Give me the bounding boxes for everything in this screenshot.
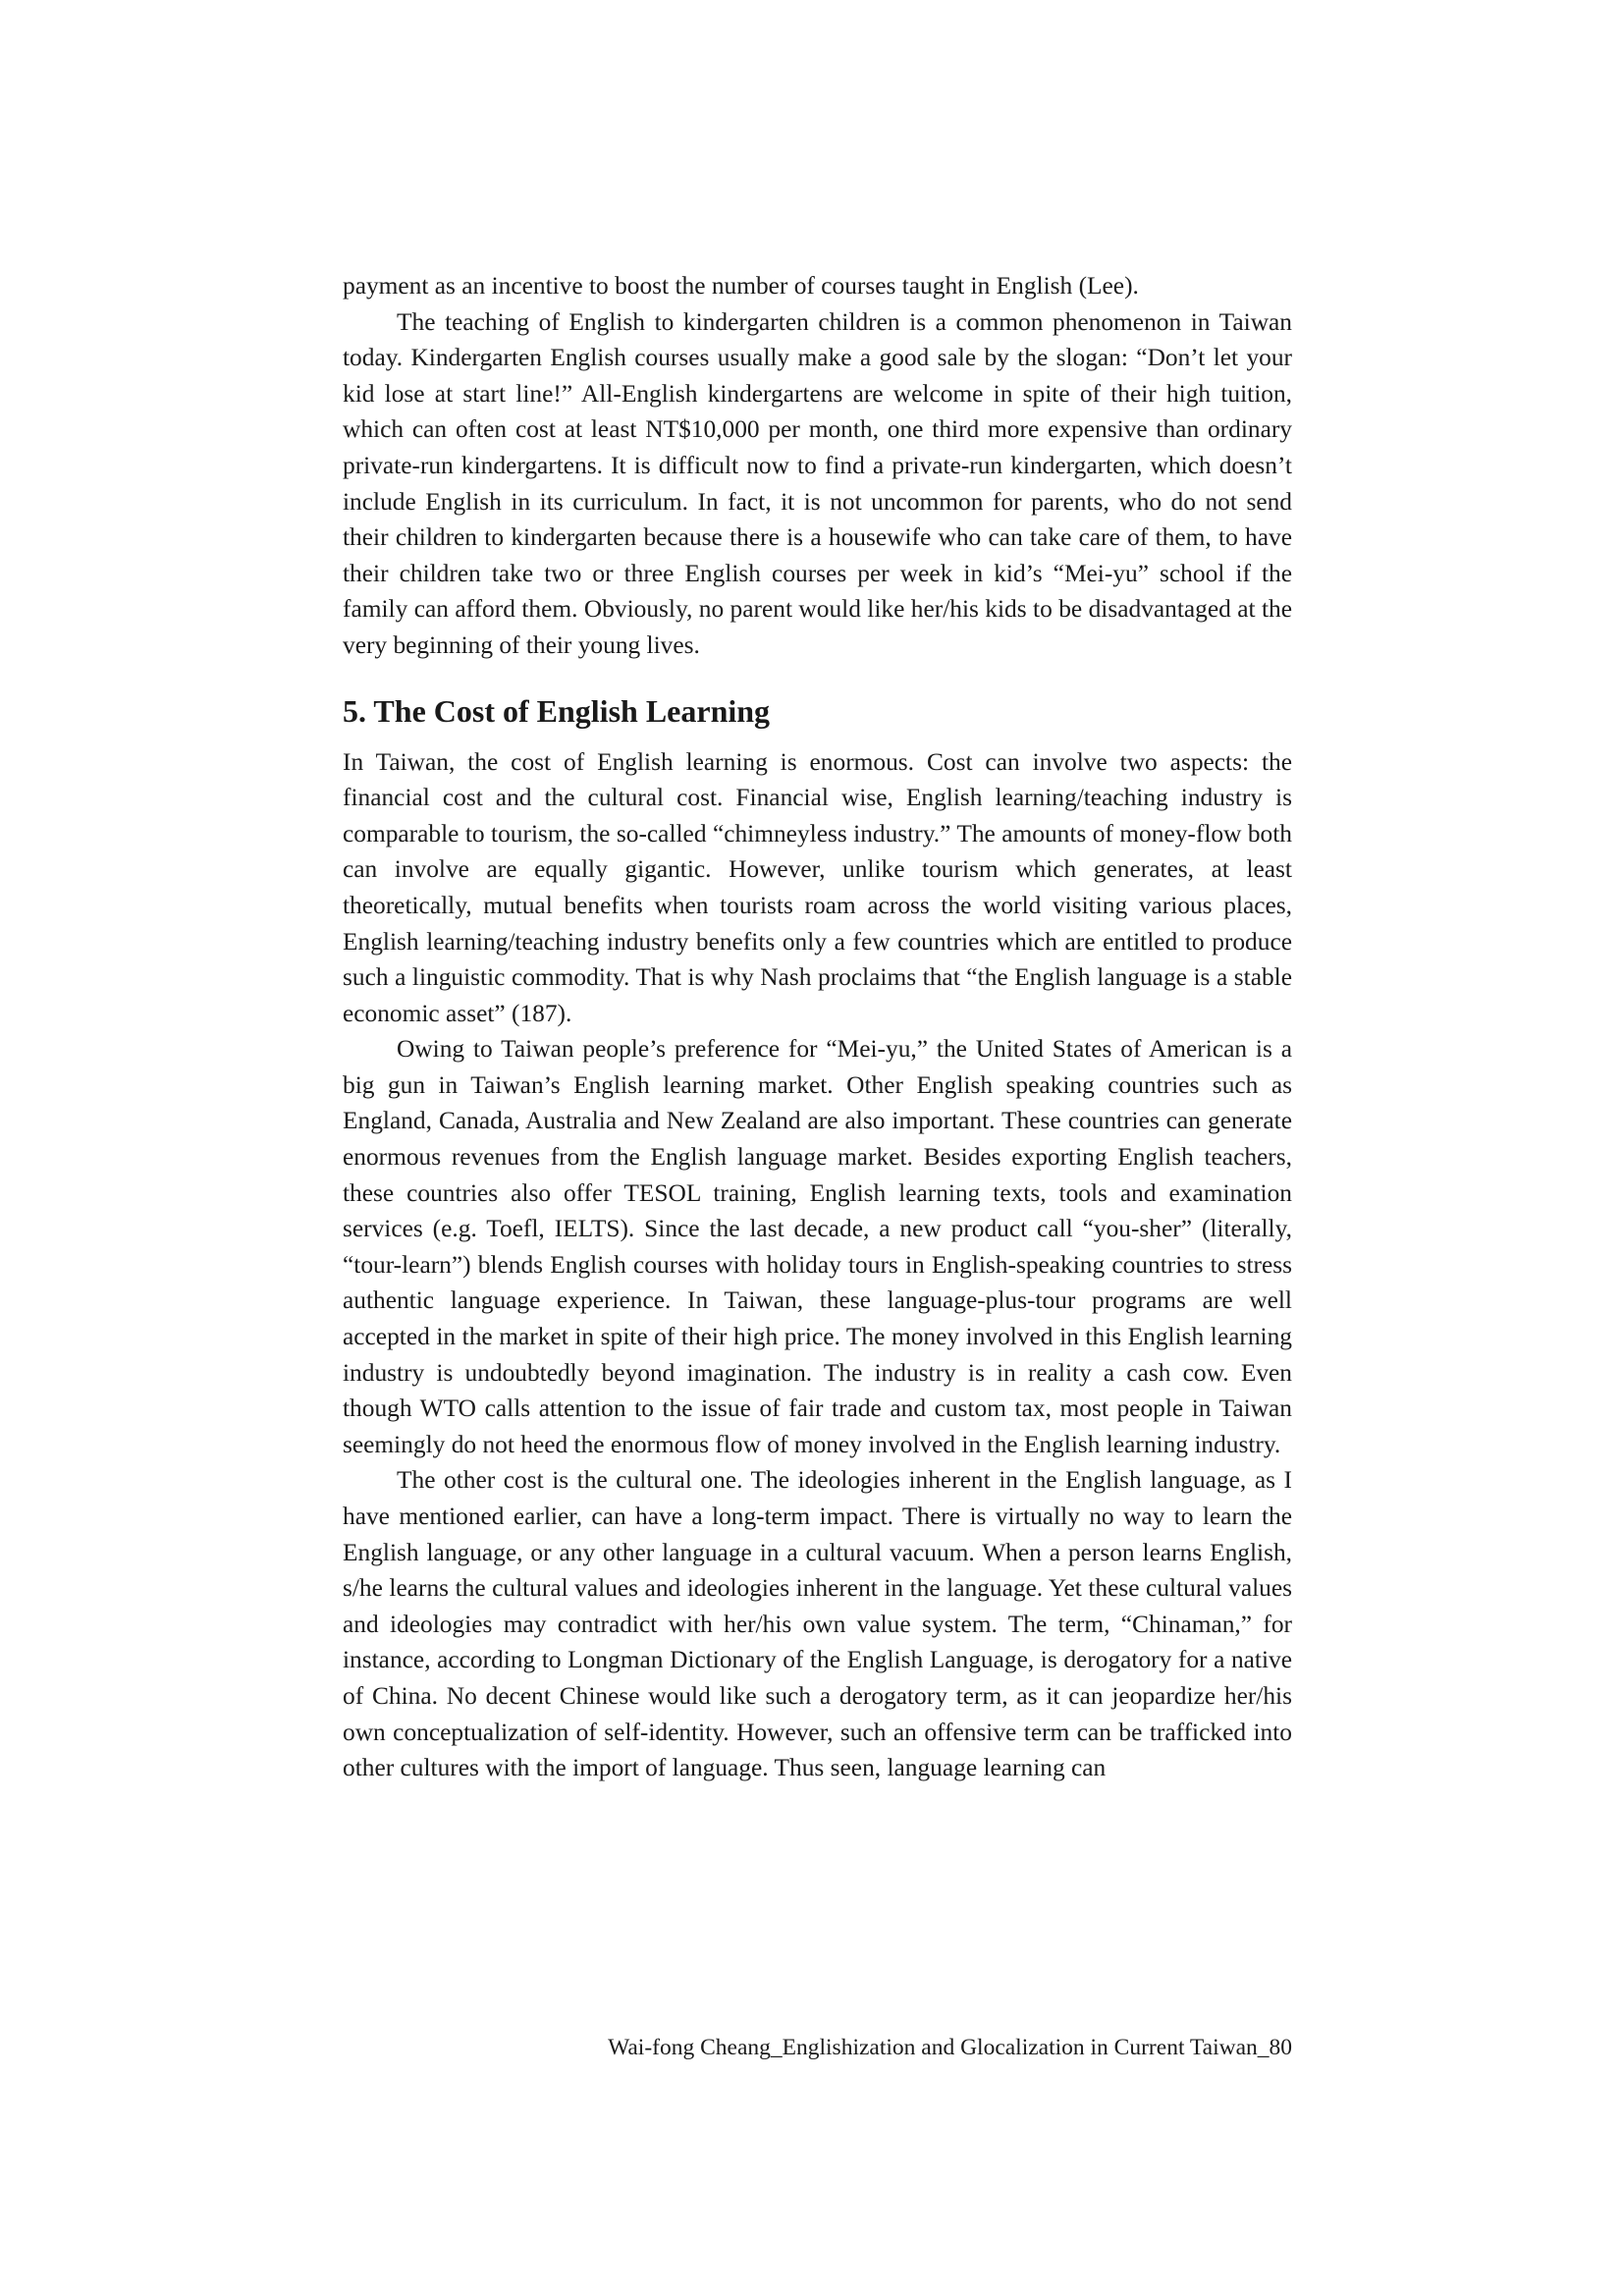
- section-heading: 5. The Cost of English Learning: [343, 692, 771, 729]
- page-footer: Wai-fong Cheang_Englishization and Glocalization in Current Taiwan_80: [608, 2035, 1292, 2060]
- paragraph-cost-intro: In Taiwan, the cost of English learning is enormous. Cost can involve two aspects: the financial cost and the cultural cost. Financial wise, English learning/teaching industry is comparable to tourism, the so-called “chimneyless industry.” The amounts of money-flow both can involve are equally gigantic. However, unlike tourism which generates, at least theoretically, mutual benefits when tourists roam across the world visiting various places, English learning/teaching industry benefits only a few countries which are entitled to produce such a linguistic commodity. That is why Nash proclaims that “the English language is a stable economic asset” (187).: [343, 747, 1292, 1027]
- paragraph-continuation: payment as an incentive to boost the number of courses taught in English (Lee).: [343, 272, 1139, 300]
- paragraph-cultural-cost: The other cost is the cultural one. The ideologies inherent in the English language, as I have mentioned earlier, can have a long-term impact. There is virtually no way to learn the English language, or any other language in a cultural vacuum. When a person learns English, s/he learns the cultural values and ideologies inherent in the language. Yet these cultural values and ideologies may contradict with her/his own value system. The term, “Chinaman,” for instance, according to Longman Dictionary of the English Language, is derogatory for a native of China. No decent Chinese would like such a derogatory term, as it can jeopardize her/his own conceptualization of self-identity. However, such an offensive term can be trafficked into other cultures with the import of language. Thus seen, language learning can: [343, 1466, 1292, 1782]
- paragraph-mei-yu-market: Owing to Taiwan people’s preference for “Mei-yu,” the United States of American is a big gun in Taiwan’s English learning market. Other English speaking countries such as England, Canada, Australia and New Zealand are also important. These countries can generate enormous revenues from the English language market. Besides exporting English teachers, these countries also offer TESOL training, English learning texts, tools and examination services (e.g. Toefl, IELTS). Since the last decade, a new product call “you-sher” (literally, “tour-learn”) blends English courses with holiday tours in English-speaking countries to stress authentic language experience. In Taiwan, these language-plus-tour programs are well accepted in the market in spite of their high price. The money involved in this English learning industry is undoubtedly beyond imagination. The industry is in reality a cash cow. Even though WTO calls attention to the issue of fair trade and custom tax, most people in Taiwan seemingly do not heed the enormous flow of money involved in the English learning industry.: [343, 1035, 1292, 1458]
- body-text: [343, 268, 1292, 1786]
- paragraph-kindergarten: The teaching of English to kindergarten children is a common phenomenon in Taiwan today. Kindergarten English courses usually make a good sale by the slogan: “Don’t let your kid lose at start line!” All-English kindergartens are welcome in spite of their high tuition, which can often cost at least NT$10,000 per month, one third more expensive than ordinary private-run kindergartens. It is difficult now to find a private-run kindergarten, which doesn’t include English in its curriculum. In fact, it is not uncommon for parents, who do not send their children to kindergarten because there is a housewife who can take care of them, to have their children take two or three English courses per week in kid’s “Mei-yu” school if the family can afford them. Obviously, no parent would like her/his kids to be disadvantaged at the very beginning of their young lives.: [343, 307, 1292, 659]
